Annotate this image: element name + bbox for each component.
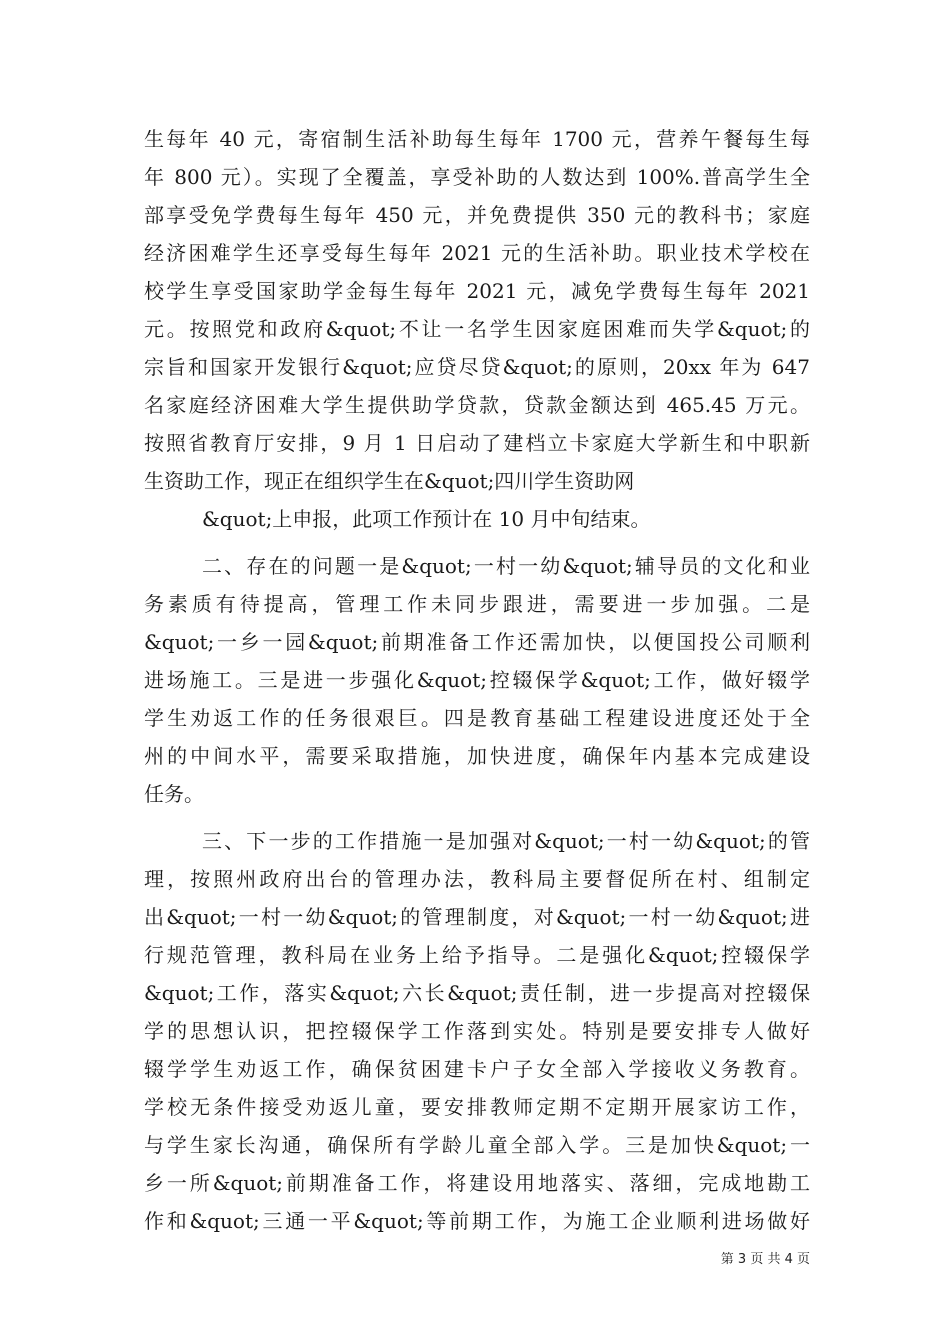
text-line: 学生劝返工作的任务很艰巨。四是教育基础工程建设进度还处于全: [144, 706, 810, 730]
text-line: 学的思想认识，把控辍保学工作落到实处。特别是要安排专人做好: [144, 1019, 810, 1043]
text-line: 部享受免学费每生每年 450 元，并免费提供 350 元的教科书；家庭: [144, 203, 810, 227]
text-line: 名家庭经济困难大学生提供助学贷款，贷款金额达到 465.45 万元。: [144, 393, 810, 417]
text-line: &quot;一乡一园&quot;前期准备工作还需加快，以便国投公司顺利: [144, 630, 810, 654]
text-line: 学校无条件接受劝返儿童，要安排教师定期不定期开展家访工作，: [144, 1095, 810, 1119]
page-number-footer: 第 3 页 共 4 页: [720, 1252, 810, 1267]
text-line: 按照省教育厅安排，9 月 1 日启动了建档立卡家庭大学新生和中职新: [144, 431, 810, 455]
text-line: 进场施工。三是进一步强化&quot;控辍保学&quot;工作，做好辍学: [144, 668, 810, 692]
text-line: 生每年 40 元，寄宿制生活补助每生每年 1700 元，营养午餐每生每: [144, 127, 810, 151]
text-line: 务素质有待提高，管理工作未同步跟进，需要进一步加强。二是: [144, 592, 810, 616]
text-line: 校学生享受国家助学金每生每年 2021 元，减免学费每生每年 2021: [144, 279, 810, 303]
text-line: 二、存在的问题一是&quot;一村一幼&quot;辅导员的文化和业: [202, 554, 810, 578]
paragraph-3: [144, 822, 810, 1240]
text-line: &quot;工作，落实&quot;六长&quot;责任制，进一步提高对控辍保: [144, 981, 810, 1005]
text-line: 宗旨和国家开发银行&quot;应贷尽贷&quot;的原则，20xx 年为 647: [144, 355, 810, 379]
text-line: 辍学学生劝返工作，确保贫困建卡户子女全部入学接收义务教育。: [144, 1057, 810, 1081]
paragraph-2: [144, 547, 810, 813]
text-line: 作和&quot;三通一平&quot;等前期工作，为施工企业顺利进场做好: [144, 1209, 810, 1233]
text-line: 元。按照党和政府&quot;不让一名学生因家庭困难而失学&quot;的: [144, 317, 810, 341]
body-text: [144, 120, 810, 1240]
text-line: 经济困难学生还享受每生每年 2021 元的生活补助。职业技术学校在: [144, 241, 810, 265]
text-line: 任务。: [144, 782, 204, 806]
text-line: &quot;上申报，此项工作预计在 10 月中旬结束。: [202, 507, 651, 531]
text-line: 年 800 元）。实现了全覆盖，享受补助的人数达到 100%.普高学生全: [144, 165, 810, 189]
text-line: 行规范管理，教科局在业务上给予指导。二是强化&quot;控辍保学: [144, 943, 810, 967]
paragraph-1: [144, 120, 810, 538]
text-line: 州的中间水平，需要采取措施，加快进度，确保年内基本完成建设: [144, 744, 810, 768]
text-line: 出&quot;一村一幼&quot;的管理制度，对&quot;一村一幼&quot;进: [144, 905, 810, 929]
text-line: 三、下一步的工作措施一是加强对&quot;一村一幼&quot;的管: [202, 829, 810, 853]
text-line: 乡一所&quot;前期准备工作，将建设用地落实、落细，完成地勘工: [144, 1171, 810, 1195]
text-line: 与学生家长沟通，确保所有学龄儿童全部入学。三是加快&quot;一: [144, 1133, 810, 1157]
text-line: 生资助工作，现正在组织学生在&quot;四川学生资助网: [144, 469, 635, 493]
text-line: 理，按照州政府出台的管理办法，教科局主要督促所在村、组制定: [144, 867, 810, 891]
